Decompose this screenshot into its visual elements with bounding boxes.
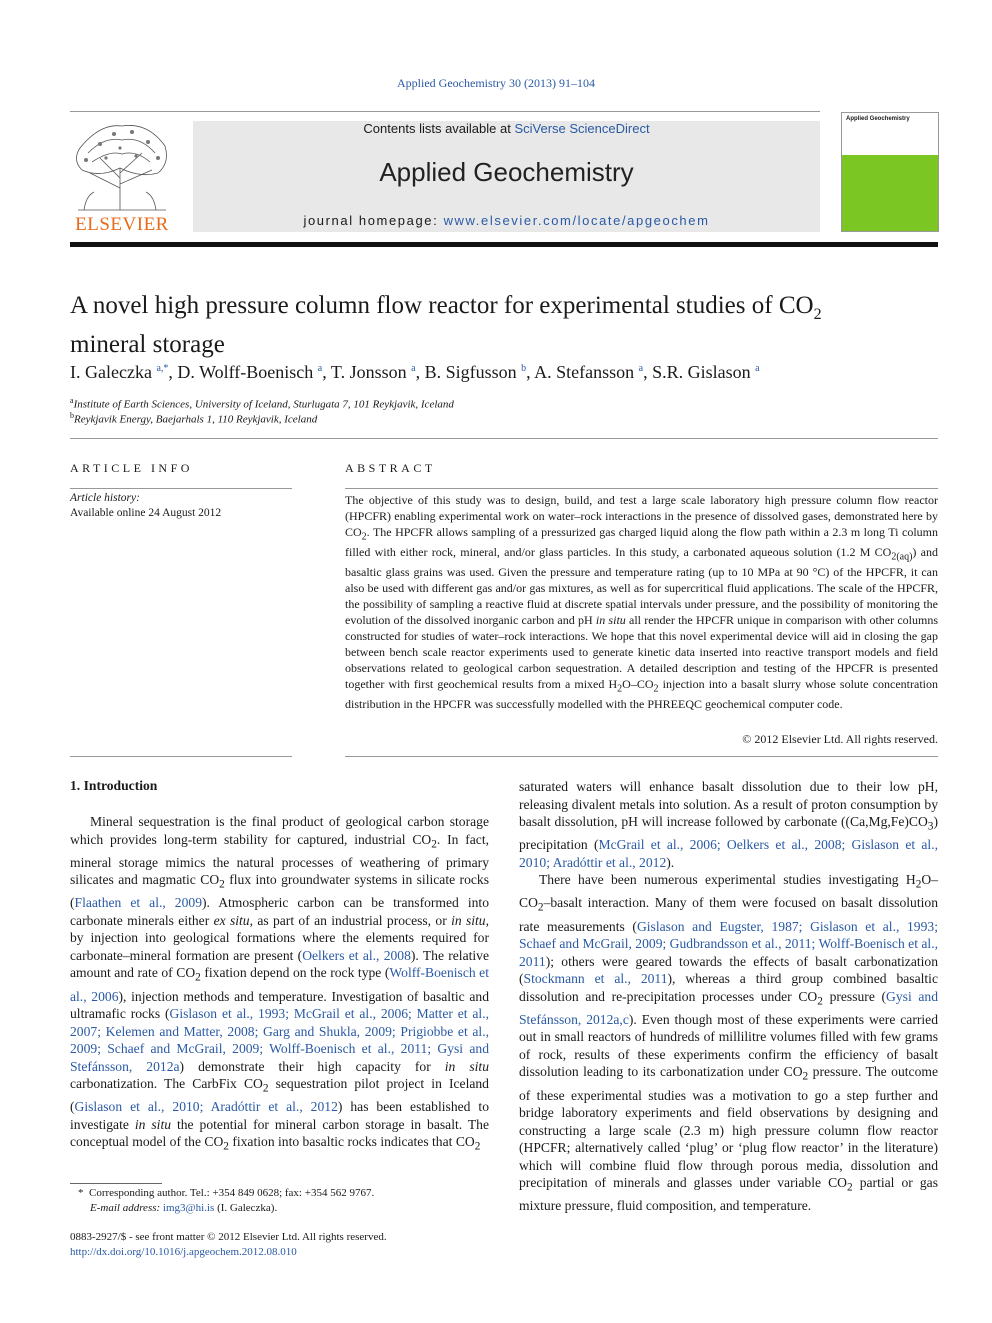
citation-link[interactable]: Flaathen et al., 2009 xyxy=(74,895,202,911)
body-column-left xyxy=(70,813,489,1157)
citation-link[interactable]: Gislason et al., 1993; McGrail et al., 2006; Matter et al., 2007; Kelemen and Matter, 2008; Garg and Shukla, 2009; Prigiobbe et al., 2009; Schaef and McGrail, 2009; Wolff-Boenisch et al., 2011; Gysi and Stefánsson, 2012a xyxy=(70,1006,489,1074)
citation-link[interactable]: Stockmann et al., 2011 xyxy=(523,971,668,987)
footnote-rule xyxy=(70,1183,162,1184)
corresponding-footnote: * Corresponding author. Tel.: +354 849 0628; fax: +354 562 9767. xyxy=(78,1187,375,1199)
sciencedirect-link[interactable]: SciVerse ScienceDirect xyxy=(514,121,650,136)
author[interactable]: T. Jonsson $^a$ xyxy=(330,362,416,382)
title-line-1: A novel high pressure column flow reactor for experimental studies of CO xyxy=(70,292,814,319)
cover-title: Applied Geochemistry xyxy=(846,116,910,122)
header-top-rule xyxy=(70,111,820,112)
affiliation-a: $^a$Institute of Earth Sciences, University of Iceland, Sturlugata 7, 101 Reykjavik, Iceland xyxy=(70,396,454,411)
abstract-text: The objective of this study was to design, build, and test a large scale laboratory high pressure column flow reactor (HPCFR) enabling experimental work on water–rock interactions in the presence of dissolved gases, demonstrated here by $CO_2$. The HPCFR allows sampling of a pressurized gas charged liquid along the flow path within a 2.3 m long Ti column filled with either rock, mineral, and/or glass particles. In this study, a carbonated aqueous solution (1.2 M $CO_{2(aq)}$) and basaltic glass grains was used. Given the pressure and temperature rating (up to 10 MPa at 90 °C) of the HPCFR, it can also be used with different gas and/or gas mixtures, as well as for supercritical fluid applications. The scale of the HPCFR, the possibility of sampling a reactive fluid at discrete spatial intervals under pressure, and the possibility of monitoring the evolution of the dissolved inorganic carbon and pH in situ all render the HPCFR unique in comparison with other columns constructed for studies of water–rock interactions. We hope that this novel experimental device will aid in closing the gap between bench scale reactor experiments used to generate kinetic data inserted into reactive transport models and field observations related to geological carbon sequestration. A detailed description and testing of the HPCFR is presented together with first geochemical results from a mixed $H_2O-CO_2$ injection into a basalt slurry whose solute concentration distribution in the HPCFR was successfully modelled with the PHREEQC geochemical computer code. xyxy=(345,493,938,712)
homepage-link[interactable]: www.elsevier.com/locate/apgeochem xyxy=(443,213,710,228)
article-info-heading: ARTICLE INFO xyxy=(70,461,193,475)
journal-cover-thumbnail[interactable] xyxy=(841,112,939,232)
email-link[interactable]: img3@hi.is xyxy=(162,1202,215,1214)
abstract-rule-top xyxy=(345,488,938,489)
homepage-prefix: journal homepage: xyxy=(303,213,444,228)
title-line-2: mineral storage xyxy=(70,331,225,358)
journal-reference[interactable]: Applied Geochemistry 30 (2013) 91–104 xyxy=(397,76,595,90)
contents-prefix: Contents lists available at xyxy=(363,121,515,136)
citation-link[interactable]: McGrail et al., 2006; Oelkers et al., 2008; Gislason et al., 2010; Aradóttir et al., 2012 xyxy=(519,837,939,870)
citation-link[interactable]: Gislason et al., 2010; Aradóttir et al., 2012 xyxy=(74,1099,338,1115)
journal-banner xyxy=(193,121,820,232)
elsevier-logo xyxy=(70,118,174,234)
abstract-rule-bottom xyxy=(345,756,938,757)
issn-line: 0883-2927/$ - see front matter © 2012 Elsevier Ltd. All rights reserved. xyxy=(70,1231,387,1243)
article-title xyxy=(70,291,930,360)
contents-line xyxy=(193,121,820,136)
abstract-heading: ABSTRACT xyxy=(345,461,436,475)
author[interactable]: S.R. Gislason $^a$ xyxy=(652,362,760,382)
asterisk-mark: * xyxy=(78,1187,84,1199)
author[interactable]: B. Sigfusson $^b$ xyxy=(424,362,527,382)
copyright-notice: © 2012 Elsevier Ltd. All rights reserved. xyxy=(742,732,938,746)
body-paragraph: There have been numerous experimental studies investigating $H_2O-CO_2$–basalt interaction. Many of them were focused on basalt dissolution rate measurements (Gislason and Eugster, 1987; Gislason et al., 1993; Schaef and McGrail, 2009; Gudbrandsson et al., 2011; Wolff-Boenisch et al., 2011); others were geared towards the effects of basalt carbonatization (Stockmann et al., 2011), whereas a third group combined basaltic dissolution and re-precipitation processes under $CO_2$ pressure (Gysi and Stefánsson, 2012a,c). Even though most of these experiments were carried out in small reactors of hundreds of millilitre volumes filled with few grams of rock, results of these experiments confirm the efficiency of basalt dissolution leading to its carbonatization under $CO_2$ pressure. The outcome of these experimental studies was a motivation to go a step further and bridge laboratory experiments and field observations by designing and constructing a large scale (2.3 m) high pressure column flow reactor (HPCFR; alternatively called ‘plug’ or ‘plug flow reactor’ in the literature) which will combine fluid flow through porous media, dissolution and precipitation of minerals and glasses under variable $CO_2$ partial or gas mixture pressure, fluid composition, and temperature. xyxy=(519,872,938,1214)
info-rule-bottom xyxy=(70,756,292,757)
journal-homepage xyxy=(193,213,820,228)
author-list: I. Galeczka $^{a,*}$, D. Wolff-Boenisch $^a$, T. Jonsson $^a$, B. Sigfusson $^b$, A. Stefansson $^a$, S.R. Gislason $^a$ xyxy=(70,362,760,382)
citation-link[interactable]: Gislason and Eugster, 1987; Gislason et al., 1993; Schaef and McGrail, 2009; Gudbrandsson et al., 2011; Wolff-Boenisch et al., 2011 xyxy=(519,918,938,969)
title-divider xyxy=(70,438,938,439)
doi-link[interactable]: http://dx.doi.org/10.1016/j.apgeochem.2012.08.010 xyxy=(70,1246,297,1258)
cover-green-panel xyxy=(842,155,938,231)
body-column-right xyxy=(519,778,938,1215)
publisher-name: ELSEVIER xyxy=(75,214,169,235)
author[interactable]: I. Galeczka $^{a,*}$ xyxy=(70,362,169,382)
body-paragraph: Mineral sequestration is the final product of geological carbon storage which provides long-term stability for captured, industrial $CO_2$. In fact, mineral storage mimics the natural processes of weathering of primary silicates and magmatic $CO_2$ flux into groundwater systems in silicate rocks (Flaathen et al., 2009). Atmospheric carbon can be transformed into carbonate minerals either ex situ, as part of an industrial process, or in situ, by injection into geological formations where the elements required for carbonate–mineral formation are present (Oelkers et al., 2008). The relative amount and rate of $CO_2$ fixation depend on the rock type (Wolff-Boenisch et al., 2006), injection methods and temperature. Investigation of basaltic and ultramafic rocks (Gislason et al., 1993; McGrail et al., 2006; Matter et al., 2007; Kelemen and Matter, 2008; Garg and Shukla, 2009; Prigiobbe et al., 2009; Schaef and McGrail, 2009; Wolff-Boenisch et al., 2011; Gysi and Stefánsson, 2012a) demonstrate their high capacity for in situ carbonatization. The CarbFix $CO_2$ sequestration pilot project in Iceland (Gislason et al., 2010; Aradóttir et al., 2012) has been established to investigate in situ the potential for mineral carbon storage in basalt. The conceptual model of the $CO_2$ fixation into basaltic rocks indicates that $CO_2$ xyxy=(70,814,490,1154)
affiliation-b: $^b$Reykjavik Energy, Baejarhals 1, 110 Reykjavik, Iceland xyxy=(70,411,318,426)
citation-link[interactable]: Oelkers et al., 2008 xyxy=(302,947,411,963)
history-label: Article history: xyxy=(70,492,140,504)
title-subscript: 2 xyxy=(813,306,822,323)
info-rule-top xyxy=(70,488,292,489)
journal-title: Applied Geochemistry xyxy=(379,157,634,187)
citation-link[interactable]: Wolff-Boenisch et al., 2006 xyxy=(70,965,489,1004)
author[interactable]: D. Wolff-Boenisch $^a$ xyxy=(177,362,323,382)
history-date: Available online 24 August 2012 xyxy=(70,507,222,519)
tree-logo-icon xyxy=(70,118,174,214)
citation-link[interactable]: Gysi and Stefánsson, 2012a,c xyxy=(519,988,938,1027)
header-thick-rule xyxy=(70,242,938,247)
email-footnote: E-mail address: img3@hi.is (I. Galeczka). xyxy=(90,1202,278,1214)
body-paragraph: saturated waters will enhance basalt dissolution due to their low pH, releasing divalent metals into solution. As a result of proton consumption by basalt dissolution, pH will increase followed by carbonate $((Ca,Mg,Fe)CO_3)$ precipitation (McGrail et al., 2006; Oelkers et al., 2008; Gislason et al., 2010; Aradóttir et al., 2012). xyxy=(519,779,939,870)
author[interactable]: A. Stefansson $^a$ xyxy=(534,362,644,382)
introduction-heading: 1. Introduction xyxy=(70,778,158,793)
